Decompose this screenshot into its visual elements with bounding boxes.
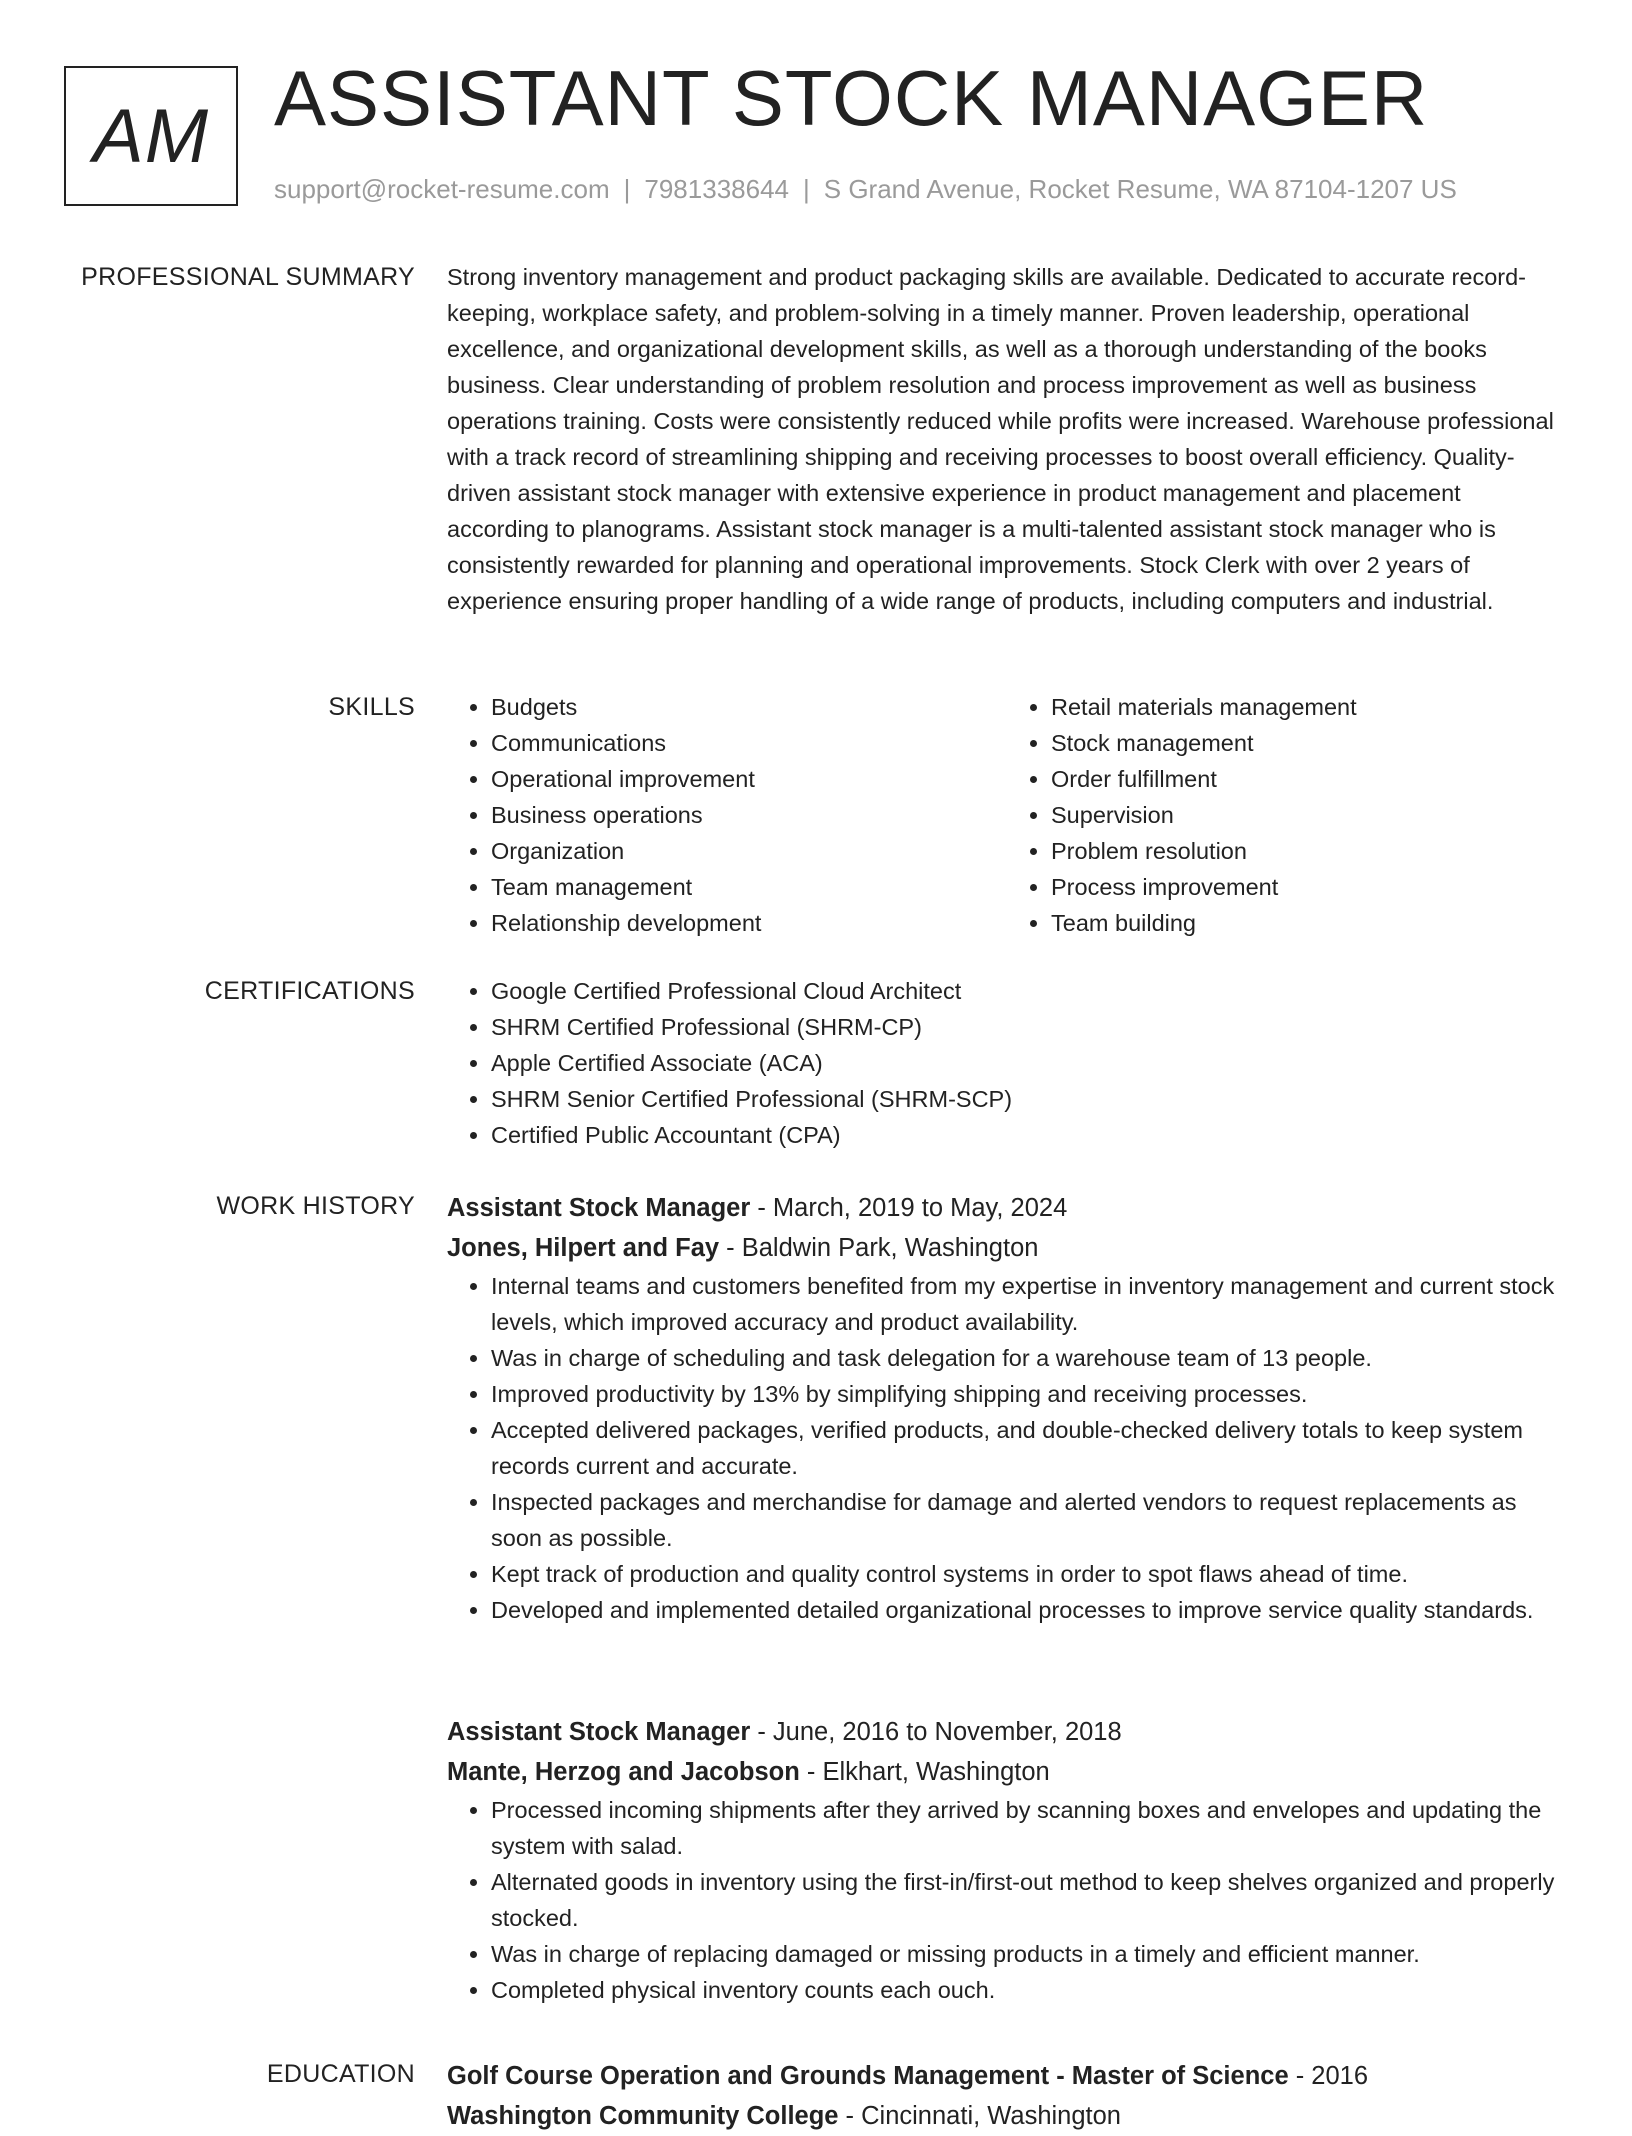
skill-item: • Operational improvement [491, 761, 1007, 797]
job-title: Assistant Stock Manager [447, 1194, 751, 1222]
certification-item: • Apple Certified Associate (ACA) [491, 1045, 1567, 1081]
job-location: - Baldwin Park, Washington [719, 1234, 1039, 1262]
contact-separator: | [623, 174, 631, 204]
section-label-certifications: CERTIFICATIONS [204, 977, 415, 1005]
education-school: Washington Community College [447, 2102, 839, 2130]
work-history-body [447, 1188, 1567, 1628]
certifications-list [447, 973, 1567, 1153]
job-bullet: • Alternated goods in inventory using the first-in/first-out method to keep shelves organized and properly stocked. [491, 1864, 1567, 1936]
job-bullet: • Accepted delivered packages, verified products, and double-checked delivery totals to keep system records current and accurate. [491, 1412, 1567, 1484]
section-label-work-history: WORK HISTORY [216, 1192, 415, 1220]
contact-address: S Grand Avenue, Rocket Resume, WA 87104-1207 US [823, 174, 1457, 204]
job-dates: - June, 2016 to November, 2018 [750, 1718, 1122, 1746]
job-company-line [447, 1228, 1567, 1268]
education-degree-line [447, 2056, 1567, 2096]
skill-item: • Relationship development [491, 905, 1007, 941]
job-bullet: • Kept track of production and quality control systems in order to spot flaws ahead of time. [491, 1556, 1567, 1592]
job-title: Assistant Stock Manager [447, 1718, 751, 1746]
education-degree: Golf Course Operation and Grounds Management - Master of Science [447, 2062, 1289, 2090]
job-bullet: • Improved productivity by 13% by simplifying shipping and receiving processes. [491, 1376, 1567, 1412]
skill-item: • Budgets [491, 689, 1007, 725]
job-bullet: • Developed and implemented detailed organizational processes to improve service quality standards. [491, 1592, 1567, 1628]
education-location: - Cincinnati, Washington [838, 2102, 1121, 2130]
skills-list-left [447, 689, 1007, 941]
skills-columns [447, 689, 1567, 941]
skill-item: • Problem resolution [1051, 833, 1567, 869]
skill-item: • Stock management [1051, 725, 1567, 761]
job-bullet: • Was in charge of scheduling and task delegation for a warehouse team of 13 people. [491, 1340, 1567, 1376]
skill-item: • Team building [1051, 905, 1567, 941]
work-history-body [447, 1712, 1567, 2008]
skill-item: • Communications [491, 725, 1007, 761]
contact-phone[interactable]: 7981338644 [644, 174, 789, 204]
certification-item: • Certified Public Accountant (CPA) [491, 1117, 1567, 1153]
skills-list-right [1007, 689, 1567, 941]
contact-email[interactable]: support@rocket-resume.com [274, 174, 610, 204]
summary-text: Strong inventory management and product packaging skills are available. Dedicated to accurate record-keeping, workplace safety, and problem-solving in a timely manner. Proven leadership, operational excellence, and organizational development skills, as well as a thorough understanding of the books business. Clear understanding of problem resolution and process improvement as well as business operations training. Costs were consistently reduced while profits were increased. Warehouse professional with a track record of streamlining shipping and receiving processes to boost overall efficiency. Quality-driven assistant stock manager with extensive experience in product management and placement according to planograms. Assistant stock manager is a multi-talented assistant stock manager who is consistently rewarded for planning and operational improvements. Stock Clerk with over 2 years of experience ensuring proper handling of a wide range of products, including computers and industrial. [447, 264, 1554, 614]
skill-item: • Order fulfillment [1051, 761, 1567, 797]
job-title-line [447, 1188, 1567, 1228]
job-bullet: • Completed physical inventory counts each ouch. [491, 1972, 1567, 2008]
education-school-line [447, 2096, 1567, 2136]
job-company-line [447, 1752, 1567, 1792]
section-label-skills: SKILLS [328, 693, 415, 721]
job-entry [447, 1188, 1567, 1628]
certifications-body [447, 973, 1567, 1153]
certification-item: • SHRM Certified Professional (SHRM-CP) [491, 1009, 1567, 1045]
skill-item: • Business operations [491, 797, 1007, 833]
certification-item: • Google Certified Professional Cloud Architect [491, 973, 1567, 1009]
section-label-education: EDUCATION [266, 2060, 415, 2088]
job-dates: - March, 2019 to May, 2024 [750, 1194, 1068, 1222]
job-company: Jones, Hilpert and Fay [447, 1234, 720, 1262]
job-bullet: • Internal teams and customers benefited from my expertise in inventory management and current stock levels, which improved accuracy and product availability. [491, 1268, 1567, 1340]
skill-item: • Organization [491, 833, 1007, 869]
education-body [447, 2056, 1567, 2136]
job-bullet: • Was in charge of replacing damaged or missing products in a timely and efficient manner. [491, 1936, 1567, 1972]
skill-item: • Team management [491, 869, 1007, 905]
skill-item: • Process improvement [1051, 869, 1567, 905]
skill-item: • Supervision [1051, 797, 1567, 833]
education-year: - 2016 [1288, 2062, 1369, 2090]
job-location: - Elkhart, Washington [799, 1758, 1050, 1786]
job-company: Mante, Herzog and Jacobson [447, 1758, 800, 1786]
monogram-logo: AM [64, 66, 238, 206]
contact-separator: | [803, 174, 810, 204]
job-bullet-list [447, 1792, 1567, 2008]
summary-body [447, 259, 1567, 619]
job-title-line [447, 1712, 1567, 1752]
certification-item: • SHRM Senior Certified Professional (SHRM-SCP) [491, 1081, 1567, 1117]
job-bullet: • Inspected packages and merchandise for damage and alerted vendors to request replacements as soon as possible. [491, 1484, 1567, 1556]
job-bullet: • Processed incoming shipments after they arrived by scanning boxes and envelopes and updating the system with salad. [491, 1792, 1567, 1864]
page-title: ASSISTANT STOCK MANAGER [274, 54, 1429, 142]
job-bullet-list [447, 1268, 1567, 1628]
section-label-summary: PROFESSIONAL SUMMARY [81, 263, 415, 291]
skill-item: • Retail materials management [1051, 689, 1567, 725]
job-entry [447, 1712, 1567, 2008]
contact-line [274, 174, 1457, 205]
